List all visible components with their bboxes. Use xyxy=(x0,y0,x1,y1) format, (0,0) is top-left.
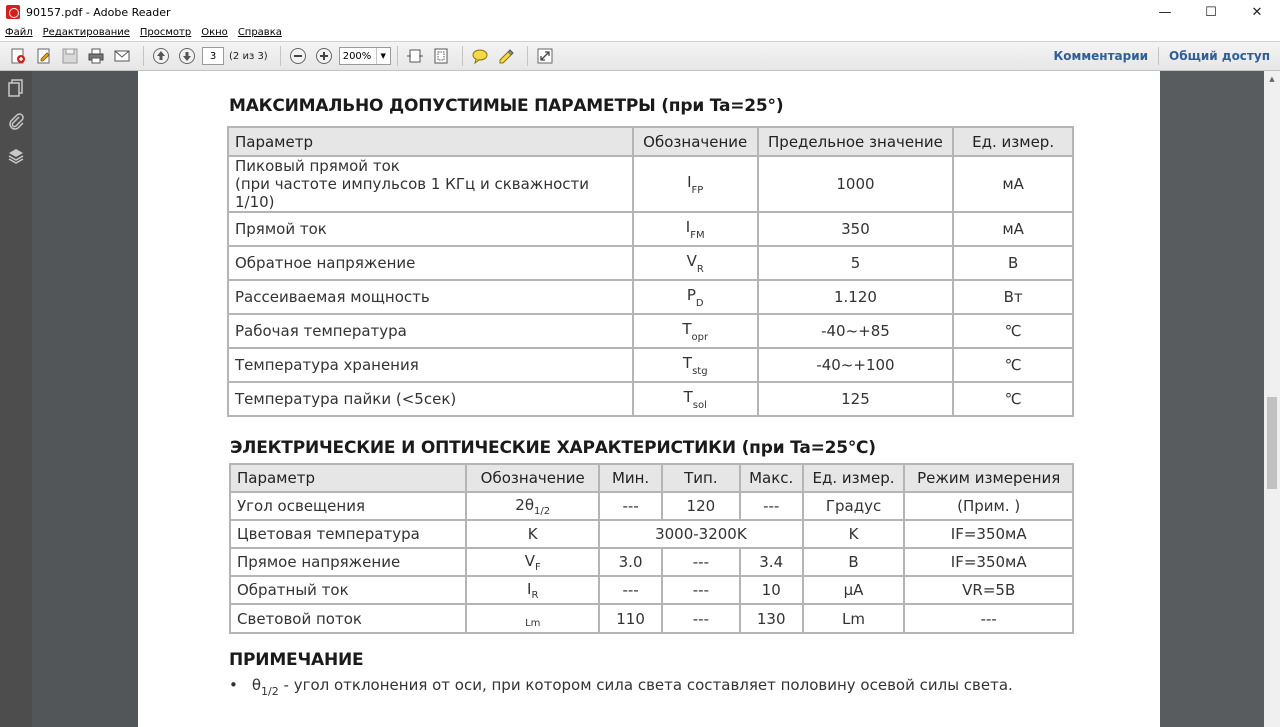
toolbar-separator xyxy=(280,46,281,66)
scroll-thumb[interactable] xyxy=(1267,397,1277,489)
adobe-reader-icon xyxy=(6,5,20,19)
attachments-button[interactable] xyxy=(0,105,32,139)
max-cell: 3.4 xyxy=(740,548,803,576)
value-cell: 5 xyxy=(758,246,954,280)
previous-page-button[interactable] xyxy=(150,45,172,67)
note-symbol: θ xyxy=(251,676,262,694)
electrical-title: ЭЛЕКТРИЧЕСКИЕ И ОПТИЧЕСКИЕ ХАРАКТЕРИСТИКИ (при Ta=25℃) xyxy=(230,438,876,458)
menu-edit[interactable]: Редактирование xyxy=(42,27,130,38)
chevron-down-icon[interactable]: ▼ xyxy=(376,48,390,64)
symbol-cell: $V_F$ xyxy=(466,548,599,576)
menu-file[interactable]: Файл xyxy=(5,27,33,38)
edit-pdf-icon xyxy=(35,47,53,65)
param-cell: Цветовая температура xyxy=(230,520,466,548)
fit-width-icon xyxy=(406,47,424,65)
menu-bar xyxy=(0,24,1280,41)
mode-cell: (Прим. ) xyxy=(904,492,1073,520)
symbol-cell: $T_{stg}$ xyxy=(633,348,758,382)
unit-cell: ℃ xyxy=(953,382,1073,416)
table-row xyxy=(228,280,1073,314)
window-title: 90157.pdf - Adobe Reader xyxy=(26,5,171,19)
menu-view[interactable]: Просмотр xyxy=(139,27,192,38)
max-params-title: МАКСИМАЛЬНО ДОПУСТИМЫЕ ПАРАМЕТРЫ (при Ta=25°) xyxy=(229,96,784,116)
toolbar-separator xyxy=(462,46,463,66)
symbol-cell: Lm xyxy=(466,604,599,633)
plus-icon xyxy=(315,47,333,65)
header-limit-value: Предельное значение xyxy=(758,127,954,156)
param-cell: Угол освещения xyxy=(230,492,466,520)
note-title: ПРИМЕЧАНИЕ xyxy=(229,650,364,670)
param-cell: Температура хранения xyxy=(228,348,633,382)
comment-button[interactable] xyxy=(469,45,491,67)
highlighter-icon xyxy=(497,47,515,65)
fit-page-button[interactable] xyxy=(430,45,452,67)
mode-cell: IF=350мА xyxy=(904,520,1073,548)
toolbar-separator xyxy=(527,46,528,66)
comment-bubble-icon xyxy=(471,47,489,65)
table-header-row xyxy=(230,464,1073,492)
arrow-up-icon xyxy=(152,47,170,65)
table-row xyxy=(228,314,1073,348)
range-cell: 3000-3200K xyxy=(599,520,803,548)
mode-cell: IF=350мА xyxy=(904,548,1073,576)
zoom-in-button[interactable] xyxy=(313,45,335,67)
fullscreen-button[interactable] xyxy=(534,45,556,67)
header-parameter: Параметр xyxy=(230,464,466,492)
header-parameter: Параметр xyxy=(228,127,633,156)
value-cell: -40~+100 xyxy=(758,348,954,382)
value-cell: -40~+85 xyxy=(758,314,954,348)
table-row xyxy=(230,520,1073,548)
param-cell: Рабочая температура xyxy=(228,314,633,348)
fit-width-button[interactable] xyxy=(404,45,426,67)
table-row xyxy=(228,212,1073,246)
paperclip-icon xyxy=(7,112,25,132)
param-cell: Прямой ток xyxy=(228,212,633,246)
symbol-cell: $I_{FP}$ xyxy=(633,156,758,212)
table-row xyxy=(228,382,1073,416)
header-max: Макс. xyxy=(740,464,803,492)
print-button[interactable] xyxy=(85,45,107,67)
max-params-table xyxy=(227,126,1074,417)
save-button[interactable] xyxy=(59,45,81,67)
table-row xyxy=(230,492,1073,520)
max-cell: --- xyxy=(740,492,803,520)
toolbar-separator xyxy=(397,46,398,66)
close-button[interactable]: ✕ xyxy=(1251,4,1263,20)
header-symbol: Обозначение xyxy=(633,127,758,156)
next-page-button[interactable] xyxy=(176,45,198,67)
window-controls xyxy=(1142,0,1280,24)
header-typ: Тип. xyxy=(662,464,740,492)
comments-panel-button[interactable]: Комментарии xyxy=(1053,49,1149,63)
vertical-scrollbar[interactable] xyxy=(1264,71,1280,727)
layers-button[interactable] xyxy=(0,139,32,173)
document-margin xyxy=(1160,71,1264,727)
unit-cell: мА xyxy=(953,156,1073,212)
pages-icon xyxy=(7,78,25,98)
mode-cell: VR=5В xyxy=(904,576,1073,604)
unit-cell: ℃ xyxy=(953,348,1073,382)
param-cell: Прямое напряжение xyxy=(230,548,466,576)
header-symbol: Обозначение xyxy=(466,464,599,492)
title-bar xyxy=(0,0,1280,24)
unit-cell: ℃ xyxy=(953,314,1073,348)
symbol-cell: $I_{FM}$ xyxy=(633,212,758,246)
typ-cell: --- xyxy=(662,604,740,633)
typ-cell: --- xyxy=(662,576,740,604)
unit-cell: мА xyxy=(953,212,1073,246)
min-cell: 110 xyxy=(599,604,662,633)
page-count: (2 из 3) xyxy=(229,50,268,62)
symbol-cell: $T_{sol}$ xyxy=(633,382,758,416)
toolbar xyxy=(0,41,1280,71)
header-unit: Ед. измер. xyxy=(803,464,905,492)
layers-icon xyxy=(7,146,25,166)
symbol-cell: K xyxy=(466,520,599,548)
header-min: Мин. xyxy=(599,464,662,492)
param-cell: Пиковый прямой ток (при частоте импульсов 1 КГц и скважности 1/10) xyxy=(228,156,633,212)
table-row xyxy=(228,348,1073,382)
highlight-button[interactable] xyxy=(495,45,517,67)
note-body: - угол отклонения от оси, при котором сила света составляет половину осевой силы света. xyxy=(278,676,1013,694)
menu-help[interactable]: Справка xyxy=(237,27,282,38)
symbol-cell: $P_D$ xyxy=(633,280,758,314)
maximize-button[interactable]: ☐ xyxy=(1205,4,1217,20)
unit-cell: Lm xyxy=(803,604,905,633)
max-cell: 130 xyxy=(740,604,803,633)
value-cell: 1000 xyxy=(758,156,954,212)
value-cell: 350 xyxy=(758,212,954,246)
scroll-up-icon[interactable]: ▲ xyxy=(1269,75,1275,83)
mode-cell: --- xyxy=(904,604,1073,633)
edit-pdf-button[interactable] xyxy=(33,45,55,67)
zoom-out-button[interactable] xyxy=(287,45,309,67)
create-pdf-button[interactable] xyxy=(7,45,29,67)
min-cell: --- xyxy=(599,576,662,604)
header-mode: Режим измерения xyxy=(904,464,1073,492)
zoom-select[interactable] xyxy=(339,47,391,65)
page-number-input[interactable]: 3 xyxy=(202,47,224,65)
value-cell: 125 xyxy=(758,382,954,416)
page-thumbnails-button[interactable] xyxy=(0,71,32,105)
table-row xyxy=(230,548,1073,576)
electrical-table xyxy=(229,463,1074,634)
bullet: • xyxy=(229,676,238,694)
param-cell: Температура пайки (<5сек) xyxy=(228,382,633,416)
table-row xyxy=(228,156,1073,212)
menu-window[interactable]: Окно xyxy=(201,27,228,38)
email-button[interactable] xyxy=(111,45,133,67)
param-cell: Обратное напряжение xyxy=(228,246,633,280)
typ-cell: --- xyxy=(662,548,740,576)
toolbar-separator xyxy=(143,46,144,66)
table-row xyxy=(230,604,1073,633)
navigation-pane xyxy=(0,71,32,727)
unit-cell: В xyxy=(803,548,905,576)
unit-cell: K xyxy=(803,520,905,548)
share-panel-button[interactable]: Общий доступ xyxy=(1169,49,1270,63)
unit-cell: Градус xyxy=(803,492,905,520)
typ-cell: 120 xyxy=(662,492,740,520)
save-icon xyxy=(61,47,79,65)
unit-cell: μA xyxy=(803,576,905,604)
symbol-cell: $V_R$ xyxy=(633,246,758,280)
symbol-cell: $T_{opr}$ xyxy=(633,314,758,348)
minus-icon xyxy=(289,47,307,65)
arrow-down-icon xyxy=(178,47,196,65)
unit-cell: Вт xyxy=(953,280,1073,314)
note-subscript: 1/2 xyxy=(261,685,279,698)
note-text xyxy=(229,676,1013,698)
param-cell: Обратный ток xyxy=(230,576,466,604)
create-pdf-icon xyxy=(9,47,27,65)
zoom-value: 200% xyxy=(342,50,372,62)
unit-cell: В xyxy=(953,246,1073,280)
minimize-button[interactable]: — xyxy=(1158,4,1172,20)
param-cell: Рассеиваемая мощность xyxy=(228,280,633,314)
fit-page-icon xyxy=(432,47,450,65)
min-cell: --- xyxy=(599,492,662,520)
table-row xyxy=(228,246,1073,280)
min-cell: 3.0 xyxy=(599,548,662,576)
symbol-cell: $I_R$ xyxy=(466,576,599,604)
toolbar-right xyxy=(1043,42,1280,70)
table-row xyxy=(230,576,1073,604)
table-header-row xyxy=(228,127,1073,156)
header-unit: Ед. измер. xyxy=(953,127,1073,156)
print-icon xyxy=(87,47,105,65)
expand-icon xyxy=(536,47,554,65)
max-cell: 10 xyxy=(740,576,803,604)
envelope-icon xyxy=(113,47,131,65)
param-cell: Световой поток xyxy=(230,604,466,633)
value-cell: 1.120 xyxy=(758,280,954,314)
symbol-cell: $2\theta_{1/2}$ xyxy=(466,492,599,520)
